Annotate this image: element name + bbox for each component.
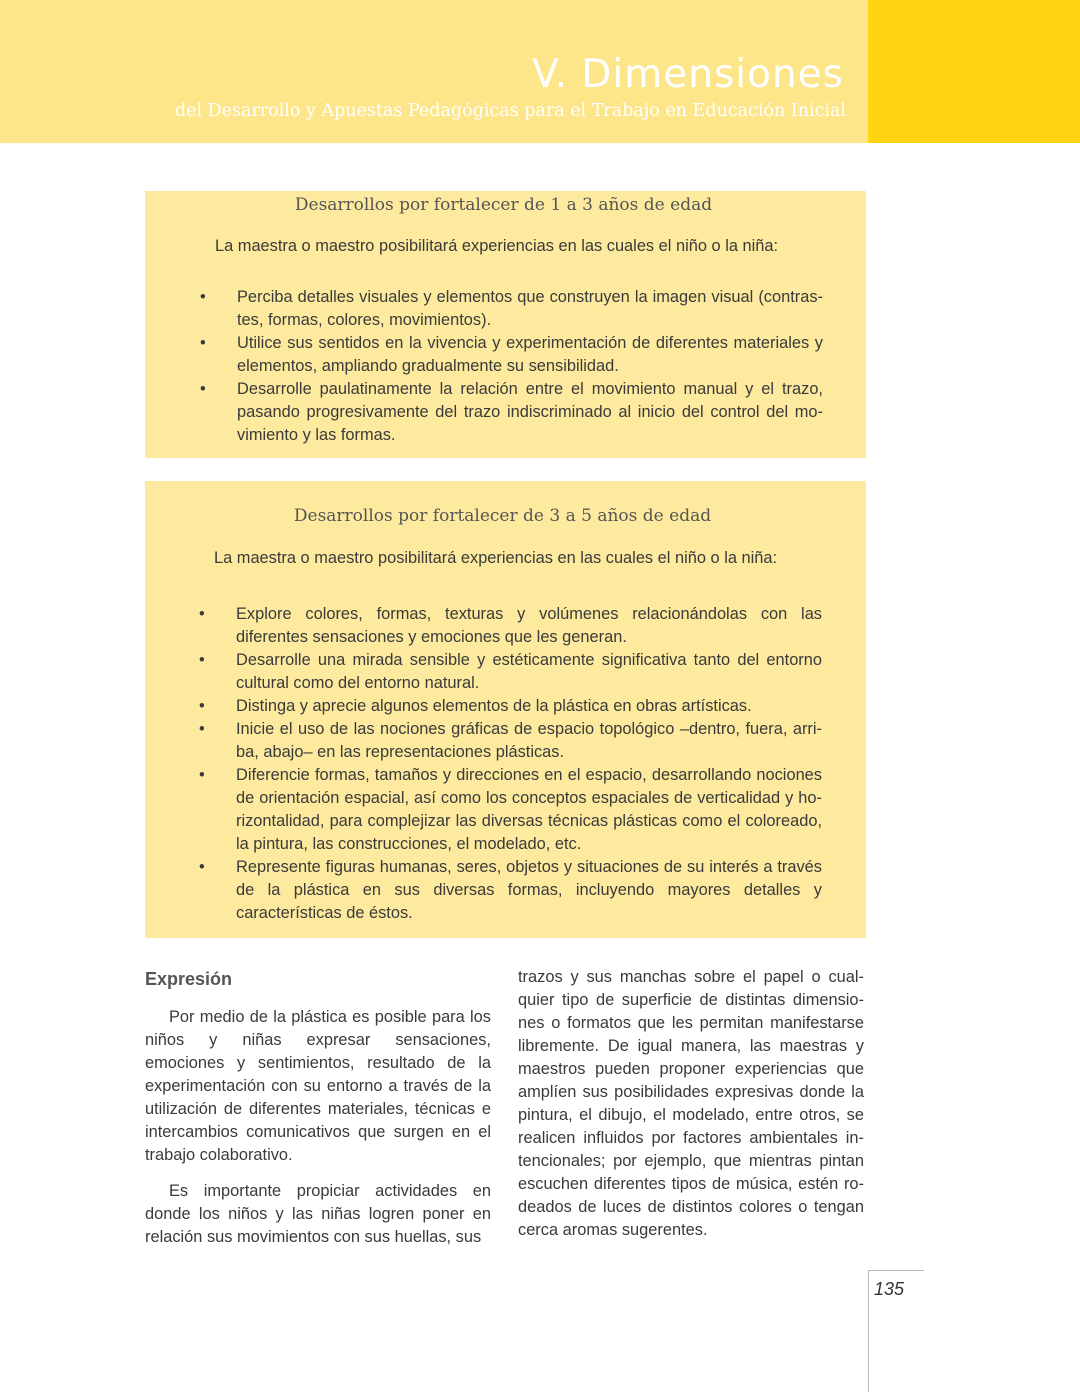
- list-item: [199, 695, 822, 718]
- page-number: 135: [874, 1279, 905, 1299]
- bullet-list: [199, 603, 822, 925]
- list-item-text: Represente figuras humanas, seres, objetos y situaciones de su interés a través de la plástica en sus diversas formas, incluyendo mayores detalles y características de éstos.: [236, 858, 822, 922]
- development-box-1-to-3: [145, 191, 866, 458]
- list-item: [199, 649, 822, 695]
- box-intro: La maestra o maestro posibilitará experiencias en las cuales el niño o la niña:: [214, 549, 778, 567]
- bullet-icon: •: [200, 380, 206, 398]
- page-number-rule-horizontal: [868, 1270, 924, 1271]
- list-item: [199, 764, 822, 856]
- page-number-rule-vertical: [868, 1270, 869, 1392]
- paragraph: trazos y sus manchas sobre el papel o cualquier tipo de superficie de distintas dimensiones o formatos que les permitan manifestarse libremente. De igual manera, las maestras y maestros pueden proponer experiencias que amplíen sus posibilidades expresivas donde la pintura, el dibujo, el modelado, entre otros, se realicen influidos por factores ambientales intencionales; por ejemplo, que mientras pintan escuchen diferentes tipos de música, estén rodeados de luces de distintos colores o tengan cerca aromas sugerentes.: [518, 968, 864, 1239]
- list-item: [200, 332, 823, 378]
- header-accent-block: [868, 0, 1080, 143]
- list-item-text: Desarrolle una mirada sensible y estéticamente significativa tanto del entorno cultural como del entorno natural.: [236, 651, 822, 692]
- box-title: Desarrollos por fortalecer de 1 a 3 años de edad: [294, 195, 713, 215]
- bullet-icon: •: [200, 334, 206, 352]
- development-box-3-to-5: [145, 481, 866, 938]
- list-item-text: Distinga y aprecie algunos elementos de la plástica en obras artísticas.: [236, 697, 752, 715]
- bullet-icon: •: [199, 858, 205, 876]
- list-item-text: Inicie el uso de las nociones gráficas de espacio topológico –dentro, fuera, arriba, abajo– en las representaciones plásticas.: [236, 720, 822, 761]
- bullet-icon: •: [200, 288, 206, 306]
- list-item-text: Explore colores, formas, texturas y volúmenes relacionándolas con las diferentes sensaciones y emociones que les generan.: [236, 605, 822, 646]
- list-item: [199, 603, 822, 649]
- list-item-text: Desarrolle paulatinamente la relación entre el movimiento manual y el trazo, pasando progresivamente del trazo indiscriminado al inicio del control del movimiento y las formas.: [237, 380, 823, 444]
- bullet-icon: •: [199, 697, 205, 715]
- bullet-icon: •: [199, 605, 205, 623]
- bullet-icon: •: [199, 720, 205, 738]
- box-intro: La maestra o maestro posibilitará experiencias en las cuales el niño o la niña:: [215, 237, 779, 255]
- paragraph: Es importante propiciar actividades en donde los niños y las niñas logren poner en relación sus movimientos con sus huellas, sus: [145, 1182, 491, 1246]
- list-item: [199, 718, 822, 764]
- chapter-subtitle: del Desarrollo y Apuestas Pedagógicas para el Trabajo en Educación Inicial: [174, 101, 846, 121]
- left-column: [145, 1006, 491, 1262]
- bullet-icon: •: [199, 651, 205, 669]
- chapter-title: V. Dimensiones: [531, 52, 844, 97]
- paragraph: Por medio de la plástica es posible para los niños y niñas expresar sensaciones, emociones y sentimientos, resultado de la experimentación con su entorno a través de la utilización de diferentes materiales, técnicas e intercambios comunicativos que surgen en el trabajo colaborativo.: [145, 1008, 491, 1164]
- list-item-text: Perciba detalles visuales y elementos que construyen la imagen visual (contrastes, formas, colores, movimientos).: [237, 288, 823, 329]
- bullet-icon: •: [199, 766, 205, 784]
- list-item-text: Utilice sus sentidos en la vivencia y experimentación de diferentes materiales y elementos, ampliando gradualmente su sensibilidad.: [237, 334, 823, 375]
- list-item: [200, 378, 823, 447]
- list-item-text: Diferencie formas, tamaños y direcciones en el espacio, desarrollando nociones de orientación espacial, así como los conceptos espaciales de verticalidad y horizontalidad, para complejizar las diversas técnicas plásticas como el coloreado, la pintura, las construcciones, el modelado, etc.: [236, 766, 822, 853]
- section-heading: Expresión: [145, 969, 233, 989]
- bullet-list: [200, 286, 823, 447]
- list-item: [199, 856, 822, 925]
- list-item: [200, 286, 823, 332]
- box-title: Desarrollos por fortalecer de 3 a 5 años de edad: [293, 506, 712, 526]
- right-column: [518, 966, 864, 1255]
